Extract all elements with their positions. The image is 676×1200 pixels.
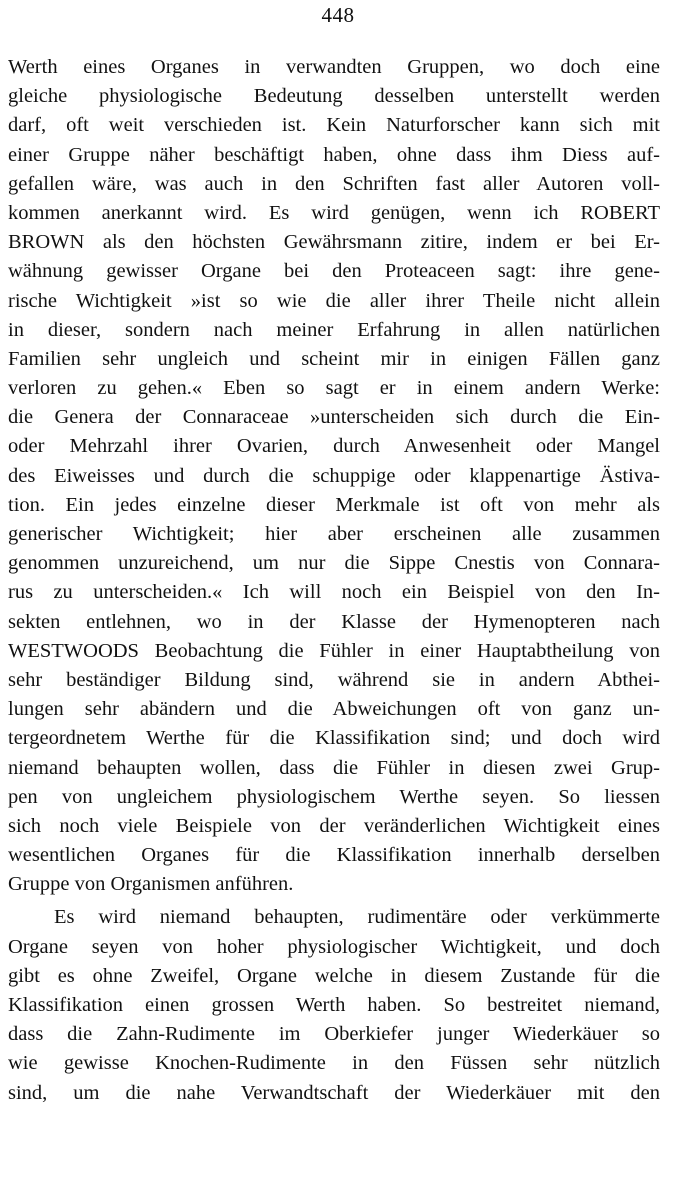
- text-line: Werth eines Organes in verwandten Gruppen, wo doch eine: [8, 56, 660, 78]
- text-line: wie gewisse Knochen-Rudimente in den Füssen sehr nützlich: [8, 1052, 660, 1075]
- paragraph-2: [8, 903, 660, 1107]
- text-line: WESTWOODS Beobachtung die Fühler in einer Hauptabtheilung von: [8, 639, 660, 662]
- text-line: genommen unzureichend, um nur die Sippe Cnestis von Connara-: [8, 552, 660, 575]
- text-line: Gruppe von Organismen anführen.: [8, 873, 294, 896]
- text-line: sind, um die nahe Verwandtschaft der Wiederkäuer mit den: [8, 1081, 660, 1104]
- text-line: Organe seyen von hoher physiologischer Wichtigkeit, und doch: [8, 935, 660, 958]
- text-line: BROWN als den höchsten Gewährsmann zitire, indem er bei Er-: [8, 231, 660, 254]
- text-line: verloren zu gehen.« Eben so sagt er in einem andern Werke:: [8, 377, 660, 400]
- text-line: rus zu unterscheiden.« Ich will noch ein Beispiel von den In-: [8, 581, 660, 604]
- text-line: dass die Zahn-Rudimente im Oberkiefer junger Wiederkäuer so: [8, 1023, 660, 1046]
- text-line: Familien sehr ungleich und scheint mir in einigen Fällen ganz: [8, 347, 660, 370]
- text-line: wesentlichen Organes für die Klassifikation innerhalb derselben: [8, 844, 660, 867]
- text-line: oder Mehrzahl ihrer Ovarien, durch Anwesenheit oder Mangel: [8, 435, 660, 458]
- text-line: lungen sehr abändern und die Abweichungen oft von ganz un-: [8, 698, 660, 721]
- text-line: Klassifikation einen grossen Werth haben. So bestreitet niemand,: [8, 994, 660, 1016]
- page-number: 448: [321, 3, 355, 27]
- text-line: des Eiweisses und durch die schuppige oder klappenartige Ästiva-: [8, 464, 660, 487]
- text-line: pen von ungleichem physiologischem Werthe seyen. So liessen: [8, 785, 660, 808]
- text-line: sekten entlehnen, wo in der Klasse der Hymenopteren nach: [8, 610, 660, 633]
- text-line: die Genera der Connaraceae »unterscheiden sich durch die Ein-: [8, 406, 660, 429]
- paragraph-1: [8, 53, 660, 899]
- text-line: niemand behaupten wollen, dass die Fühler in diesen zwei Grup-: [8, 756, 660, 779]
- text-line: wähnung gewisser Organe bei den Proteaceen sagt: ihre gene-: [8, 260, 660, 283]
- text-line: generischer Wichtigkeit; hier aber erscheinen alle zusammen: [8, 523, 660, 545]
- text-line: gleiche physiologische Bedeutung desselben unterstellt werden: [8, 85, 660, 108]
- text-line: gefallen wäre, was auch in den Schriften fast aller Autoren voll-: [8, 172, 660, 195]
- text-line: sehr beständiger Bildung sind, während sie in andern Abthei-: [8, 668, 660, 691]
- text-line: rische Wichtigkeit »ist so wie die aller ihrer Theile nicht allein: [8, 289, 660, 312]
- text-line: tergeordnetem Werthe für die Klassifikation sind; und doch wird: [8, 727, 660, 750]
- text-line: einer Gruppe näher beschäftigt haben, ohne dass ihm Diess auf-: [8, 143, 660, 166]
- text-line: gibt es ohne Zweifel, Organe welche in diesem Zustande für die: [8, 964, 660, 987]
- text-line: kommen anerkannt wird. Es wird genügen, wenn ich ROBERT: [8, 201, 660, 224]
- text-line: in dieser, sondern nach meiner Erfahrung in allen natürlichen: [8, 318, 660, 341]
- body-text: [8, 53, 660, 1108]
- text-line: sich noch viele Beispiele von der veränderlichen Wichtigkeit eines: [8, 814, 660, 837]
- text-line: tion. Ein jedes einzelne dieser Merkmale ist oft von mehr als: [8, 493, 660, 516]
- text-line: Es wird niemand behaupten, rudimentäre oder verkümmerte: [54, 906, 660, 929]
- text-line: darf, oft weit verschieden ist. Kein Naturforscher kann sich mit: [8, 114, 660, 137]
